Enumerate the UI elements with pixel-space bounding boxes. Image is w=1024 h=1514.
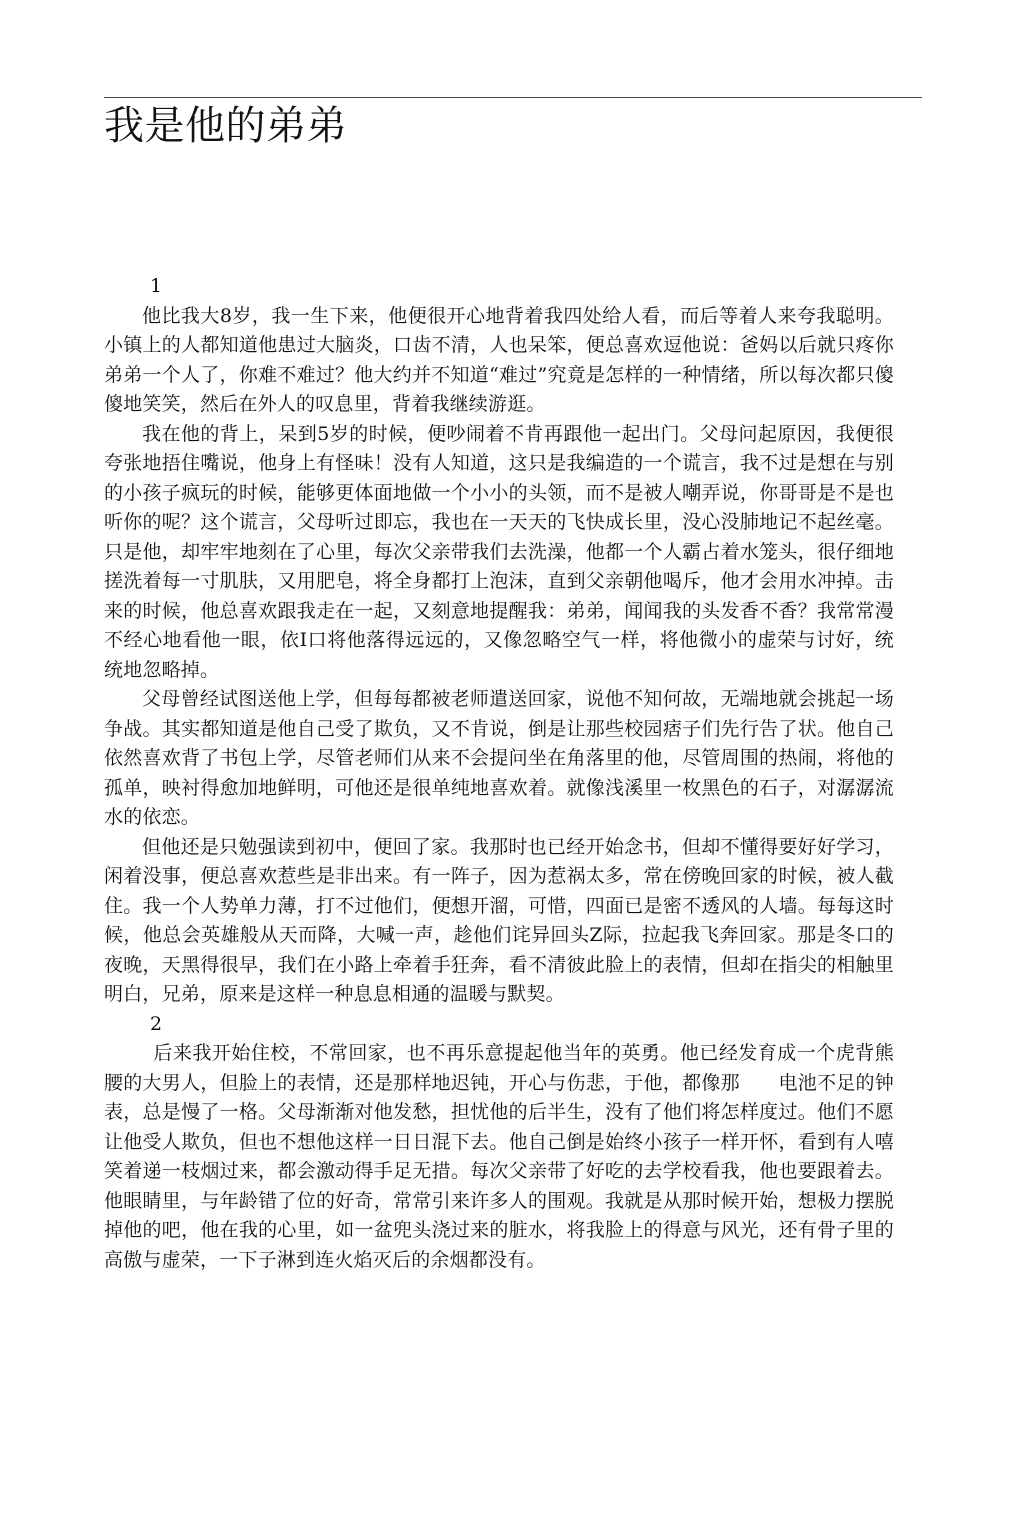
header-rule	[104, 97, 922, 98]
section-number: 2	[150, 1012, 163, 1035]
paragraph: 但他还是只勉强读到初中，便回了家。我那时也已经开始念书，但却不懂得要好好学习，闲着没事，便总喜欢惹些是非出来。有一阵子，因为惹祸太多，常在傍晚回家的时候，被人截住。我一个人势单力薄，打不过他们，便想开溜，可惜，四面已是密不透风的人墙。每每这时候，他总会英雄般从天而降，大喊一声，趁他们诧异回头Z际，拉起我飞奔回家。那是冬口的夜晚，天黑得很早，我们在小路上牵着手狂奔，看不清彼此脸上的表情，但却在指尖的相触里明白，兄弟，原来是这样一种息息相通的温暖与默契。	[104, 835, 894, 1005]
section-number: 1	[150, 275, 163, 297]
document-title: 我是他的弟弟	[104, 103, 347, 149]
document-body	[104, 272, 894, 1275]
paragraph: 后来我开始住校，不常回家，也不再乐意提起他当年的英勇。他已经发育成一个虎背熊腰的大男人，但脸上的表情，还是那样地迟钝，开心与伤悲，于他，都像那 电池不足的钟表，总是慢了一格。父母渐渐对他发愁，担忧他的后半生，没有了他们将怎样度过。他们不愿让他受人欺负，但也不想他这样一日日混下去。他自己倒是始终小孩子一样开怀，看到有人嘻笑着递一枝烟过来，都会激动得手足无措。每次父亲带了好吃的去学校看我，他也要跟着去。他眼睛里，与年龄错了位的好奇，常常引来许多人的围观。我就是从那时候开始，想极力摆脱掉他的吧，他在我的心里，如一盆兜头浇过来的脏水，将我脸上的得意与风光，还有骨子里的高傲与虚荣，一下子淋到连火焰灭后的余烟都没有。	[104, 1042, 894, 1271]
paragraph: 他比我大8岁，我一生下来，他便很开心地背着我四处给人看，而后等着人来夸我聪明。小镇上的人都知道他患过大脑炎，口齿不清，人也呆笨，便总喜欢逗他说：爸妈以后就只疼你弟弟一个人了，你难不难过？他大约并不知道“难过”究竟是怎样的一种情绪，所以每次都只傻傻地笑笑，然后在外人的叹息里，背着我继续游逛。	[104, 304, 894, 415]
paragraph: 我在他的背上，呆到5岁的时候，便吵闹着不肯再跟他一起出门。父母问起原因，我便很夸张地捂住嘴说，他身上有怪味！没有人知道，这只是我编造的一个谎言，我不过是想在与别的小孩子疯玩的时候，能够更体面地做一个小小的头领，而不是被人嘲弄说，你哥哥是不是也听你的呢？这个谎言，父母听过即忘，我也在一天天的飞快成长里，没心没肺地记不起丝毫。只是他，却牢牢地刻在了心里，每次父亲带我们去洗澡，他都一个人霸占着水笼头，很仔细地搓洗着每一寸肌肤，又用肥皂，将全身都打上泡沫，直到父亲朝他喝斥，他才会用水冲掉。击来的时候，他总喜欢跟我走在一起，又刻意地提醒我：弟弟，闻闻我的头发香不香？我常常漫不经心地看他一眼，依I口将他落得远远的，又像忽略空气一样，将他微小的虚荣与讨好，统统地忽略掉。	[104, 422, 894, 681]
paragraph: 父母曾经试图送他上学，但每每都被老师遣送回家，说他不知何故，无端地就会挑起一场争战。其实都知道是他自己受了欺负，又不肯说，倒是让那些校园痞子们先行告了状。他自己依然喜欢背了书包上学，尽管老师们从来不会提问坐在角落里的他，尽管周围的热闹，将他的孤单，映衬得愈加地鲜明，可他还是很单纯地喜欢着。就像浅溪里一枚黑色的石子，对潺潺流水的依恋。	[104, 688, 894, 828]
